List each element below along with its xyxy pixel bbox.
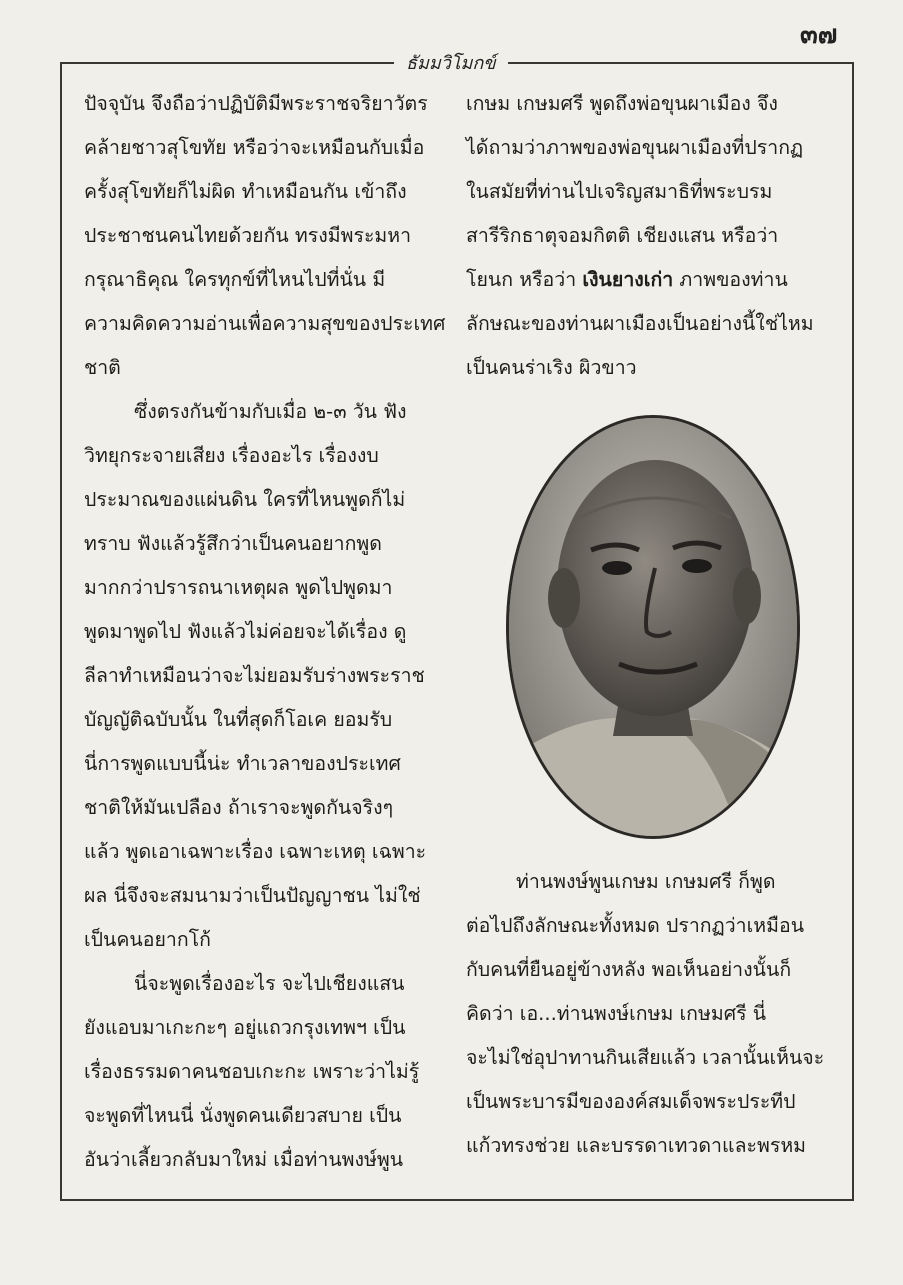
text-line: เรื่องธรรมดาคนชอบเกะกะ เพราะว่าไม่รู้ <box>84 1060 420 1083</box>
text-segment: ภาพของท่าน <box>673 268 788 291</box>
text-line: แก้วทรงช่วย และบรรดาเทวดาและพรหม <box>466 1134 807 1157</box>
text-line: ความคิดความอ่านเพื่อความสุขของประเทศ <box>84 312 446 335</box>
text-line: อันว่าเลี้ยวกลับมาใหม่ เมื่อท่านพงษ์พูน <box>84 1148 404 1171</box>
text-line: แล้ว พูดเอาเฉพาะเรื่อง เฉพาะเหตุ เฉพาะ <box>84 840 427 863</box>
text-line: พูดมาพูดไป ฟังแล้วไม่ค่อยจะได้เรื่อง ดู <box>84 620 407 643</box>
running-header: ธัมมวิโมกข์ <box>394 48 508 77</box>
text-line: ลักษณะของท่านผาเมืองเป็นอย่างนี้ใช่ไหม <box>466 312 814 335</box>
text-line: จะพูดที่ไหนนี่ นั่งพูดคนเดียวสบาย เป็น <box>84 1104 402 1127</box>
text-line: ประมาณของแผ่นดิน ใครที่ไหนพูดก็ไม่ <box>84 488 406 511</box>
text-line: ยังแอบมาเกะกะๆ อยู่แถวกรุงเทพฯ เป็น <box>84 1016 406 1039</box>
text-line: วิทยุกระจายเสียง เรื่องอะไร เรื่องงบ <box>84 444 379 467</box>
right-column-top <box>466 82 828 390</box>
paragraph-start-line: ซึ่งตรงกันข้ามกับเมื่อ ๒-๓ วัน ฟัง <box>134 400 407 423</box>
text-line-with-bold <box>466 258 828 302</box>
text-line: คล้ายชาวสุโขทัย หรือว่าจะเหมือนกับเมื่อ <box>84 136 425 159</box>
text-line: สารีริกธาตุจอมกิตติ เชียงแสน หรือว่า <box>466 224 779 247</box>
paragraph-start-line: นี่จะพูดเรื่องอะไร จะไปเชียงแสน <box>134 972 405 995</box>
page-number: ๓๗ <box>800 20 838 50</box>
text-line: คิดว่า เอ...ท่านพงษ์เกษม เกษมศรี นี่ <box>466 1002 767 1025</box>
text-line: ทราบ ฟังแล้วรู้สึกว่าเป็นคนอยากพูด <box>84 532 382 555</box>
text-line: บัญญัติฉบับนั้น ในที่สุดก็โอเค ยอมรับ <box>84 708 393 731</box>
frame-bottom <box>60 1199 854 1201</box>
text-line: เป็นพระบารมีขององค์สมเด็จพระประทีป <box>466 1090 796 1113</box>
text-line: นี่การพูดแบบนี้น่ะ ทำเวลาของประเทศ <box>84 752 401 775</box>
text-line: ชาติให้มันเปลือง ถ้าเราจะพูดกันจริงๆ <box>84 796 394 819</box>
frame-right <box>852 62 854 1201</box>
text-line: ชาติ <box>84 356 121 379</box>
text-segment: โยนก หรือว่า <box>466 268 583 291</box>
text-line: เป็นคนอยากโก้ <box>84 928 211 951</box>
text-line: ได้ถามว่าภาพของพ่อขุนผาเมืองที่ปรากฏ <box>466 136 804 159</box>
text-line: ในสมัยที่ท่านไปเจริญสมาธิที่พระบรม <box>466 180 773 203</box>
portrait-photo <box>506 415 800 839</box>
bold-term: เงินยางเก่า <box>582 268 674 291</box>
text-line: ลีลาทำเหมือนว่าจะไม่ยอมรับร่างพระราช <box>84 664 425 687</box>
text-line: มากกว่าปรารถนาเหตุผล พูดไปพูดมา <box>84 576 393 599</box>
text-line: ผล นี่จึงจะสมนามว่าเป็นปัญญาชน ไม่ใช่ <box>84 884 421 907</box>
text-line: เป็นคนร่าเริง ผิวขาว <box>466 356 637 379</box>
frame-left <box>60 62 62 1201</box>
text-line: ประชาชนคนไทยด้วยกัน ทรงมีพระมหา <box>84 224 412 247</box>
text-line: เกษม เกษมศรี พูดถึงพ่อขุนผาเมือง จึง <box>466 92 778 115</box>
right-column-bottom <box>466 860 828 1168</box>
text-line: กรุณาธิคุณ ใครทุกข์ที่ไหนไปที่นั่น มี <box>84 268 386 291</box>
left-column <box>84 82 454 1182</box>
paragraph-start-line: ท่านพงษ์พูนเกษม เกษมศรี ก็พูด <box>516 870 776 893</box>
text-line: ครั้งสุโขทัยก็ไม่ผิด ทำเหมือนกัน เข้าถึง <box>84 180 407 203</box>
text-line: ต่อไปถึงลักษณะทั้งหมด ปรากฏว่าเหมือน <box>466 914 805 937</box>
text-line: ปัจจุบัน จึงถือว่าปฏิบัติมีพระราชจริยาวัตร <box>84 92 428 115</box>
text-line: จะไม่ใช่อุปาทานกินเสียแล้ว เวลานั้นเห็นจะ <box>466 1046 825 1069</box>
text-line: กับคนที่ยืนอยู่ข้างหลัง พอเห็นอย่างนั้นก็ <box>466 958 792 981</box>
